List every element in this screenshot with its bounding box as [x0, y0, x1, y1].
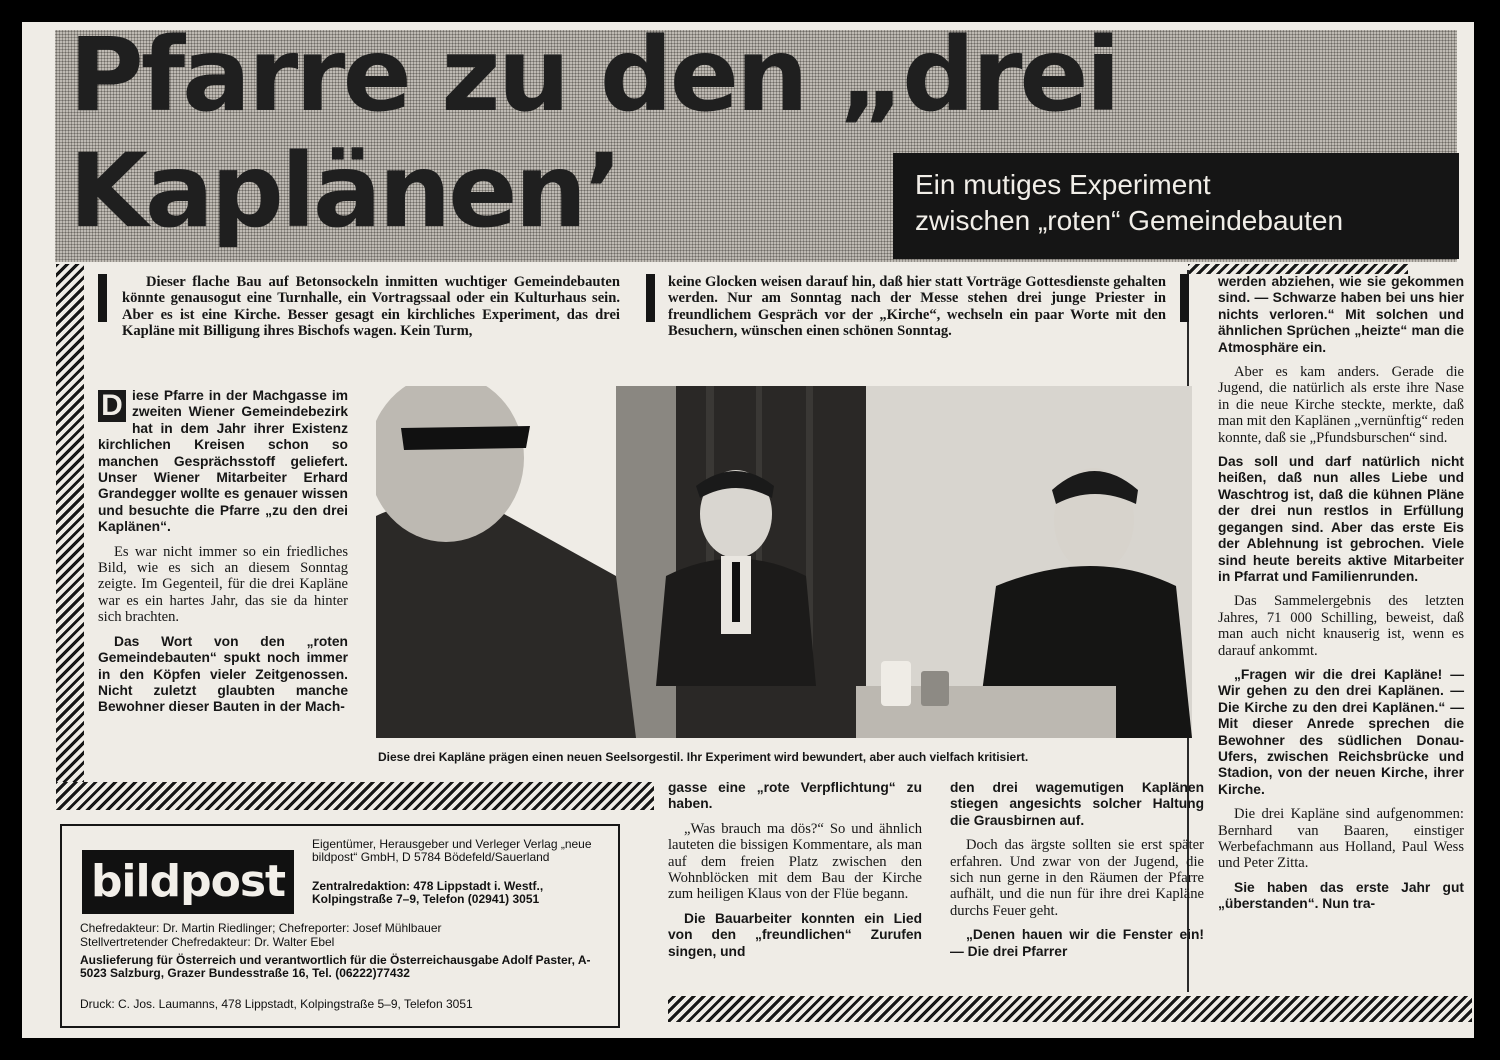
subhead-box: [893, 153, 1459, 259]
column-mid-2: [950, 780, 1204, 968]
masthead-deputy: Stellvertretender Chefredakteur: Dr. Walter Ebel: [80, 936, 335, 949]
mid-paragraph-3: Die Bauarbeiter konnten ein Lied von den „freundlichen“ Zurufen singen, und: [668, 910, 922, 959]
mid-paragraph-2: „Was brauch ma dös?“ So und ähnlich lauteten die bissigen Kommentare, als man auf dem freien Platz zwischen den Wohnblöcken mit dem Bau der Kirche zum heiligen Klaus von der Flüe begann.: [668, 820, 922, 903]
photo-illustration: [376, 386, 1192, 738]
hatched-border-bottom-right: [668, 996, 1472, 1022]
mid-paragraph-1: gasse eine „rote Verpflichtung“ zu haben.: [668, 780, 922, 812]
newspaper-clipping: [22, 22, 1474, 1038]
right-paragraph-7: Sie haben das erste Jahr gut „überstanden“. Nun tra-: [1218, 879, 1464, 912]
right-paragraph-2: Aber es kam anders. Gerade die Jugend, die natürlich als erste ihre Nase in die neue Kirche steckte, merkte, daß man mit den Kaplänen „vernünftig“ reden konnte, daß sie „Pfundsburschen“ sind.: [1218, 364, 1464, 446]
hatched-border-left: [56, 264, 84, 804]
lede-bar-3: [1180, 274, 1189, 322]
headline-line-1: Pfarre zu den „drei: [69, 22, 1118, 135]
headline-block: [55, 22, 1457, 262]
photo-caption: Diese drei Kapläne prägen einen neuen Seelsorgestil. Ihr Experiment wird bewundert, aber auch vielfach kritisiert.: [378, 750, 1029, 764]
right-paragraph-4: Das Sammelergebnis des letzten Jahres, 71 000 Schilling, beweist, daß man auch nicht knauserig ist, wenn es darauf ankommt.: [1218, 593, 1464, 659]
mid2-paragraph-3: „Denen hauen wir die Fenster ein! — Die drei Pfarrer: [950, 927, 1204, 959]
mid2-paragraph-1: den drei wagemutigen Kaplänen stiegen angesichts solcher Haltung die Grausbirnen auf.: [950, 780, 1204, 828]
column-left: [98, 388, 348, 724]
column-mid: [668, 780, 922, 968]
lede-bar-1: [98, 274, 107, 322]
subhead-line-2: zwischen „roten“ Gemeindebauten: [915, 205, 1344, 236]
right-paragraph-6: Die drei Kapläne sind aufgenommen: Bernhard van Baaren, einstiger Werbefachmann aus Holland, Paul Wess und Peter Zitta.: [1218, 806, 1464, 872]
lede-part-2: keine Glocken weisen darauf hin, daß hier statt Vorträge Gottesdienste gehalten werden. Nur am Sonntag nach der Messe stehen drei junge Priester in freundlichem Gespräch vor der „Kirche“, wechseln ein paar Worte mit den Besuchern, wünschen einen schönen Sonntag.: [668, 274, 1166, 340]
masthead-owner: Eigentümer, Herausgeber und Verleger Verlag „neue bildpost“ GmbH, D 5784 Bödefeld/Sauerland: [312, 837, 592, 864]
right-paragraph-3: Das soll und darf natürlich nicht heißen, daß nun alles Liebe und Waschtrog ist, daß die kühnen Pläne der drei nun restlos in Erfüllung gegangen sind. Aber das erste Eis der Ablehnung ist gebrochen. Viele sind heute bereits aktive Mitarbeiter in Pfarrat und Familienrunden.: [1218, 454, 1464, 584]
headline-line-2: Kaplänen’: [69, 132, 620, 251]
right-paragraph-1: werden abziehen, wie sie gekommen sind. — Schwarze haben bei uns hier nichts verloren.“ Mit solchen und ähnlichen Sprüchen „heizte“ man die Atmosphäre ein.: [1218, 274, 1464, 355]
photo: [376, 386, 1192, 738]
masthead-editor-in-chief: Chefredakteur: Dr. Martin Riedlinger; Chefreporter: Josef Mühlbauer: [80, 922, 442, 935]
drop-cap: D: [98, 390, 126, 422]
hatched-border-top-right: [1188, 264, 1408, 274]
column-right: [1218, 274, 1464, 921]
left-paragraph-3: Das Wort von den „roten Gemeindebauten“ spukt noch immer in den Köpfen vieler Zeitgenossen. Nicht zuletzt glaubten manche Bewohner dieser Bauten in der Mach-: [98, 633, 348, 715]
right-paragraph-5: „Fragen wir die drei Kapläne! — Wir gehen zu den drei Kaplänen. — Die Kirche zu den drei Kaplänen.“ — Mit dieser Anrede sprechen die Bewohner des südlichen Donau-Ufers, zwischen Reichsbrücke und Stadion, von der neuen Kirche, ihrer Kirche.: [1218, 666, 1464, 797]
bildpost-logo: bildpost: [82, 850, 294, 914]
lede-part-1: Dieser flache Bau auf Betonsockeln inmitten wuchtiger Gemeindebauten könnte genausogut eine Turnhalle, ein Vortragssaal oder ein Kulturhaus sein. Aber es ist eine Kirche. Besser gesagt ein kirchliches Experiment, das drei Kapläne mit Billigung ihres Bischofs wagen. Kein Turm,: [122, 274, 620, 340]
masthead-print: Druck: C. Jos. Laumanns, 478 Lippstadt, Kolpingstraße 5–9, Telefon 3051: [80, 998, 473, 1011]
subhead-line-1: Ein mutiges Experiment: [915, 169, 1211, 200]
left-paragraph-1: iese Pfarre in der Machgasse im zweiten Wiener Gemeindebezirk hat in dem Jahr ihrer Existenz kirchlichen Kreisen schon so manchen Gesprächsstoff geliefert. Unser Wiener Mitarbeiter Erhard Grandegger wollte es genauer wissen und besuchte die Pfarre „zu den drei Kaplänen“.: [98, 388, 348, 535]
masthead-box: [60, 824, 620, 1028]
mid2-paragraph-2: Doch das ärgste sollten sie erst später erfahren. Und zwar von der Jugend, die sich nun gerne in den Räumen der Pfarre aufhält, und die nun für ihre drei Kapläne durchs Feuer geht.: [950, 837, 1204, 919]
masthead-distribution: Auslieferung für Österreich und verantwortlich für die Österreichausgabe Adolf Paster, A-5023 Salzburg, Grazer Bundesstraße 16, Tel. (06222)77432: [80, 953, 591, 980]
left-paragraph-2: Es war nicht immer so ein friedliches Bild, wie es sich an diesem Sonntag zeigte. Im Gegenteil, für die drei Kapläne war es ein hartes Jahr, das sie da hinter sich brachten.: [98, 543, 348, 626]
lede-bar-2: [646, 274, 655, 322]
hatched-border-bottom: [56, 782, 654, 810]
masthead-editorial-office: Zentralredaktion: 478 Lippstadt i. Westf., Kolpingstraße 7–9, Telefon (02941) 3051: [312, 879, 544, 906]
